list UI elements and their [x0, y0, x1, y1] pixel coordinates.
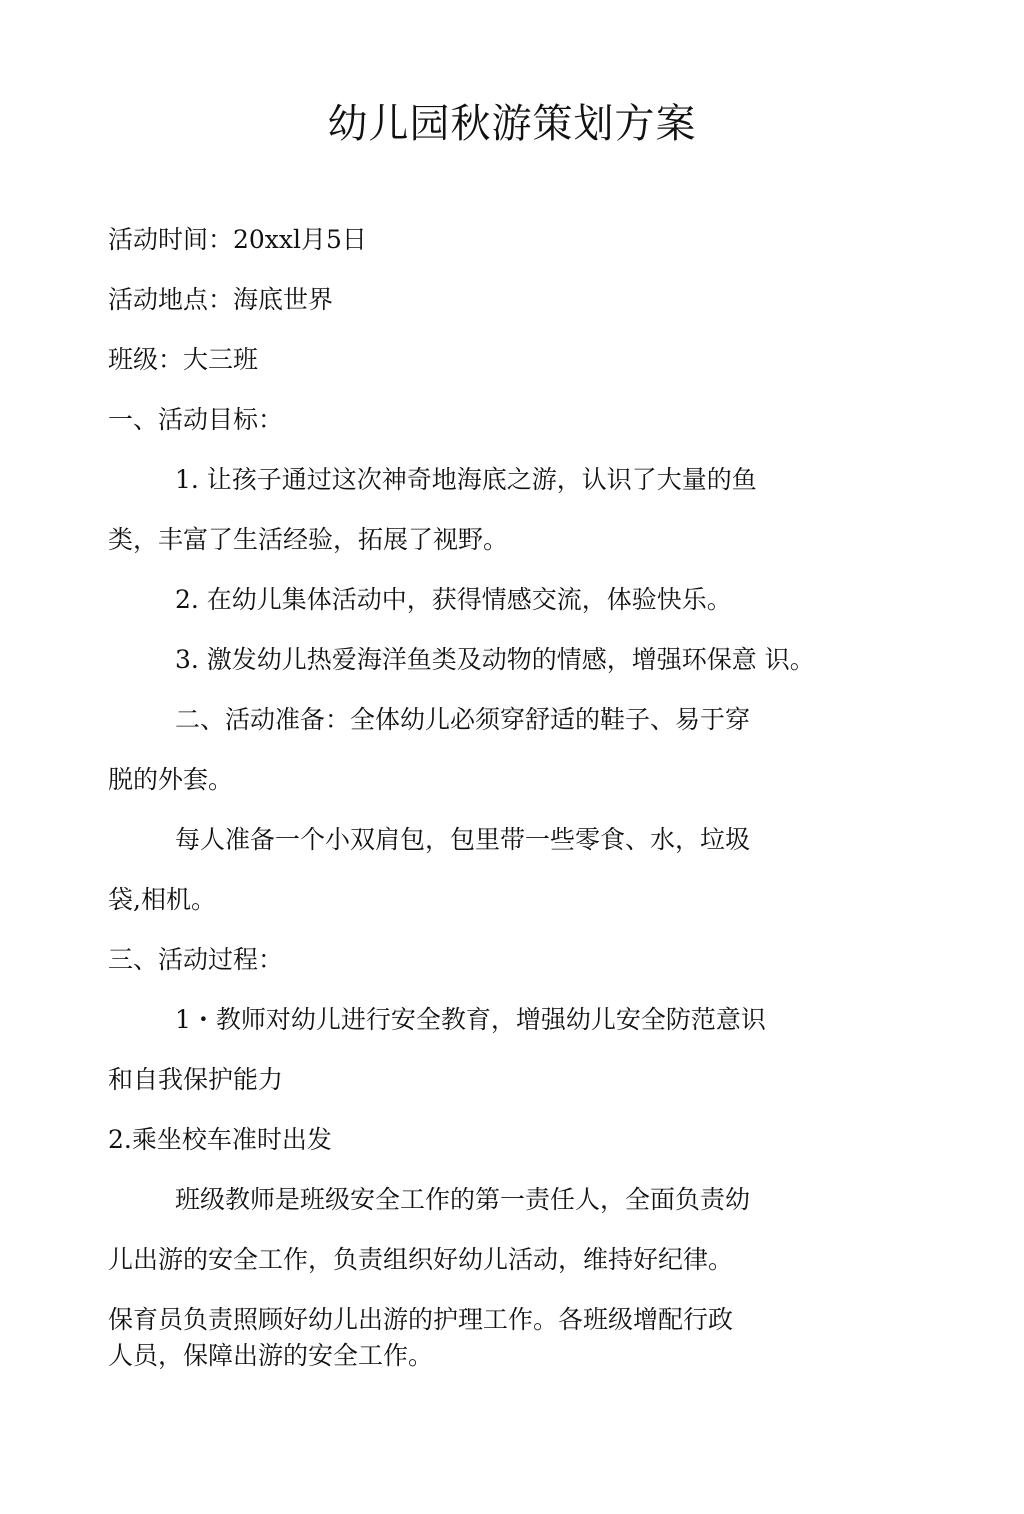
goal-2-line: 2. 在幼儿集体活动中，获得情感交流，体验快乐。	[175, 585, 732, 614]
preparation-line-2: 脱的外套。	[108, 765, 234, 794]
activity-location-line: 活动地点：海底世界	[108, 285, 334, 314]
class-line: 班级：大三班	[108, 345, 259, 374]
preparation-line-3: 每人准备一个小双肩包，包里带一些零食、水，垃圾	[175, 825, 751, 854]
teacher-duty-line-1: 班级教师是班级安全工作的第一责任人，全面负责幼	[175, 1185, 751, 1214]
section-heading-goals: 一、活动目标：	[108, 405, 284, 434]
preparation-line-4: 袋,相机。	[108, 885, 216, 914]
document-title: 幼儿园秋游策划方案	[327, 101, 697, 147]
section-heading-process: 三、活动过程：	[108, 945, 284, 974]
caregiver-duty-line-2: 人员，保障出游的安全工作。	[108, 1341, 434, 1370]
process-1-line-1: 1・教师对幼儿进行安全教育，增强幼儿安全防范意识	[175, 1005, 766, 1034]
goal-3-line: 3. 激发幼儿热爱海洋鱼类及动物的情感，增强环保意 识。	[175, 645, 815, 674]
preparation-line-1: 二、活动准备：全体幼儿必须穿舒适的鞋子、易于穿	[175, 705, 751, 734]
process-1-line-2: 和自我保护能力	[108, 1065, 284, 1094]
activity-time-line: 活动时间：20xxl月5日	[108, 225, 367, 254]
process-2-line: 2.乘坐校车准时出发	[108, 1125, 332, 1154]
goal-1-line-2: 类，丰富了生活经验，拓展了视野。	[108, 525, 509, 554]
caregiver-duty-line-1: 保育员负责照顾好幼儿出游的护理工作。各班级增配行政	[108, 1305, 734, 1334]
goal-1-line-1: 1. 让孩子通过这次神奇地海底之游，认识了大量的鱼	[175, 465, 757, 494]
teacher-duty-line-2: 儿出游的安全工作，负责组织好幼儿活动，维持好纪律。	[108, 1245, 734, 1274]
